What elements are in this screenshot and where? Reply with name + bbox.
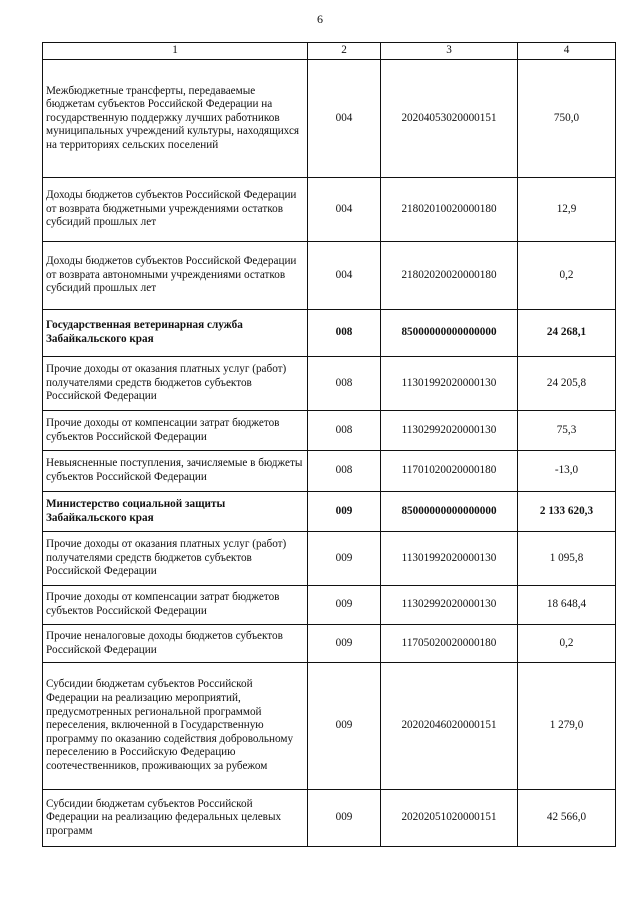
row-admin-code-cell: 004 [308,178,381,242]
table-row [43,790,616,847]
table-row [43,625,616,663]
row-revenue-code-cell: 11302992020000130 [381,586,518,625]
row-name-cell: Прочие неналоговые доходы бюджетов субъектов Российской Федерации [43,625,308,663]
row-name-cell: Межбюджетные трансферты, передаваемые бюджетам субъектов Российской Федерации на государственную поддержку лучших работников муниципальных учреждений культуры, находящихся на территориях сельских поселений [43,60,308,178]
row-amount-cell: 1 279,0 [518,663,616,790]
row-amount-cell: 1 095,8 [518,532,616,586]
row-name-cell: Прочие доходы от компенсации затрат бюджетов субъектов Российской Федерации [43,586,308,625]
table-row-section [43,310,616,357]
row-revenue-code-cell: 11302992020000130 [381,411,518,451]
row-name-cell: Министерство социальной защиты Забайкальского края [43,492,308,532]
row-name-cell: Невыясненные поступления, зачисляемые в бюджеты субъектов Российской Федерации [43,451,308,492]
table-row [43,586,616,625]
row-amount-cell: 18 648,4 [518,586,616,625]
row-amount-cell: 750,0 [518,60,616,178]
row-name-cell: Прочие доходы от компенсации затрат бюджетов субъектов Российской Федерации [43,411,308,451]
row-name-cell: Субсидии бюджетам субъектов Российской Федерации на реализацию федеральных целевых программ [43,790,308,847]
table-row [43,60,616,178]
row-admin-code-cell: 009 [308,492,381,532]
table-row [43,663,616,790]
row-name-cell: Прочие доходы от оказания платных услуг (работ) получателями средств бюджетов субъектов Российской Федерации [43,532,308,586]
table-header-row [43,43,616,60]
table-row [43,451,616,492]
table-row [43,532,616,586]
row-admin-code-cell: 009 [308,663,381,790]
table-row [43,242,616,310]
table-row [43,411,616,451]
column-header-1: 1 [43,43,308,60]
row-revenue-code-cell: 20202051020000151 [381,790,518,847]
row-name-cell: Доходы бюджетов субъектов Российской Федерации от возврата бюджетными учреждениями остатков субсидий прошлых лет [43,178,308,242]
row-amount-cell: 0,2 [518,242,616,310]
row-revenue-code-cell: 85000000000000000 [381,310,518,357]
row-admin-code-cell: 008 [308,411,381,451]
row-admin-code-cell: 008 [308,357,381,411]
row-revenue-code-cell: 11701020020000180 [381,451,518,492]
page-number: 6 [317,12,323,26]
row-admin-code-cell: 008 [308,451,381,492]
row-name-cell: Субсидии бюджетам субъектов Российской Федерации на реализацию мероприятий, предусмотренных региональной программой переселения, включенной в Государственную программу по оказанию содействия добровольному переселению в Российскую Федерацию соотечественников, проживающих за рубежом [43,663,308,790]
row-amount-cell: 75,3 [518,411,616,451]
row-revenue-code-cell: 21802010020000180 [381,178,518,242]
column-header-3: 3 [381,43,518,60]
row-admin-code-cell: 009 [308,586,381,625]
row-amount-cell: 24 205,8 [518,357,616,411]
row-amount-cell: 24 268,1 [518,310,616,357]
row-amount-cell: 12,9 [518,178,616,242]
column-header-2: 2 [308,43,381,60]
table-row-section [43,492,616,532]
row-revenue-code-cell: 11301992020000130 [381,357,518,411]
row-amount-cell: -13,0 [518,451,616,492]
row-revenue-code-cell: 20202046020000151 [381,663,518,790]
row-admin-code-cell: 008 [308,310,381,357]
row-admin-code-cell: 004 [308,242,381,310]
table-row [43,178,616,242]
row-name-cell: Государственная ветеринарная служба Забайкальского края [43,310,308,357]
row-admin-code-cell: 009 [308,790,381,847]
row-revenue-code-cell: 21802020020000180 [381,242,518,310]
row-amount-cell: 0,2 [518,625,616,663]
row-revenue-code-cell: 20204053020000151 [381,60,518,178]
row-admin-code-cell: 004 [308,60,381,178]
row-revenue-code-cell: 11301992020000130 [381,532,518,586]
column-header-4: 4 [518,43,616,60]
row-name-cell: Доходы бюджетов субъектов Российской Федерации от возврата автономными учреждениями остатков субсидий прошлых лет [43,242,308,310]
row-admin-code-cell: 009 [308,532,381,586]
row-revenue-code-cell: 85000000000000000 [381,492,518,532]
row-amount-cell: 2 133 620,3 [518,492,616,532]
revenue-table [42,42,616,847]
row-admin-code-cell: 009 [308,625,381,663]
row-revenue-code-cell: 11705020020000180 [381,625,518,663]
row-name-cell: Прочие доходы от оказания платных услуг (работ) получателями средств бюджетов субъектов Российской Федерации [43,357,308,411]
row-amount-cell: 42 566,0 [518,790,616,847]
table-row [43,357,616,411]
